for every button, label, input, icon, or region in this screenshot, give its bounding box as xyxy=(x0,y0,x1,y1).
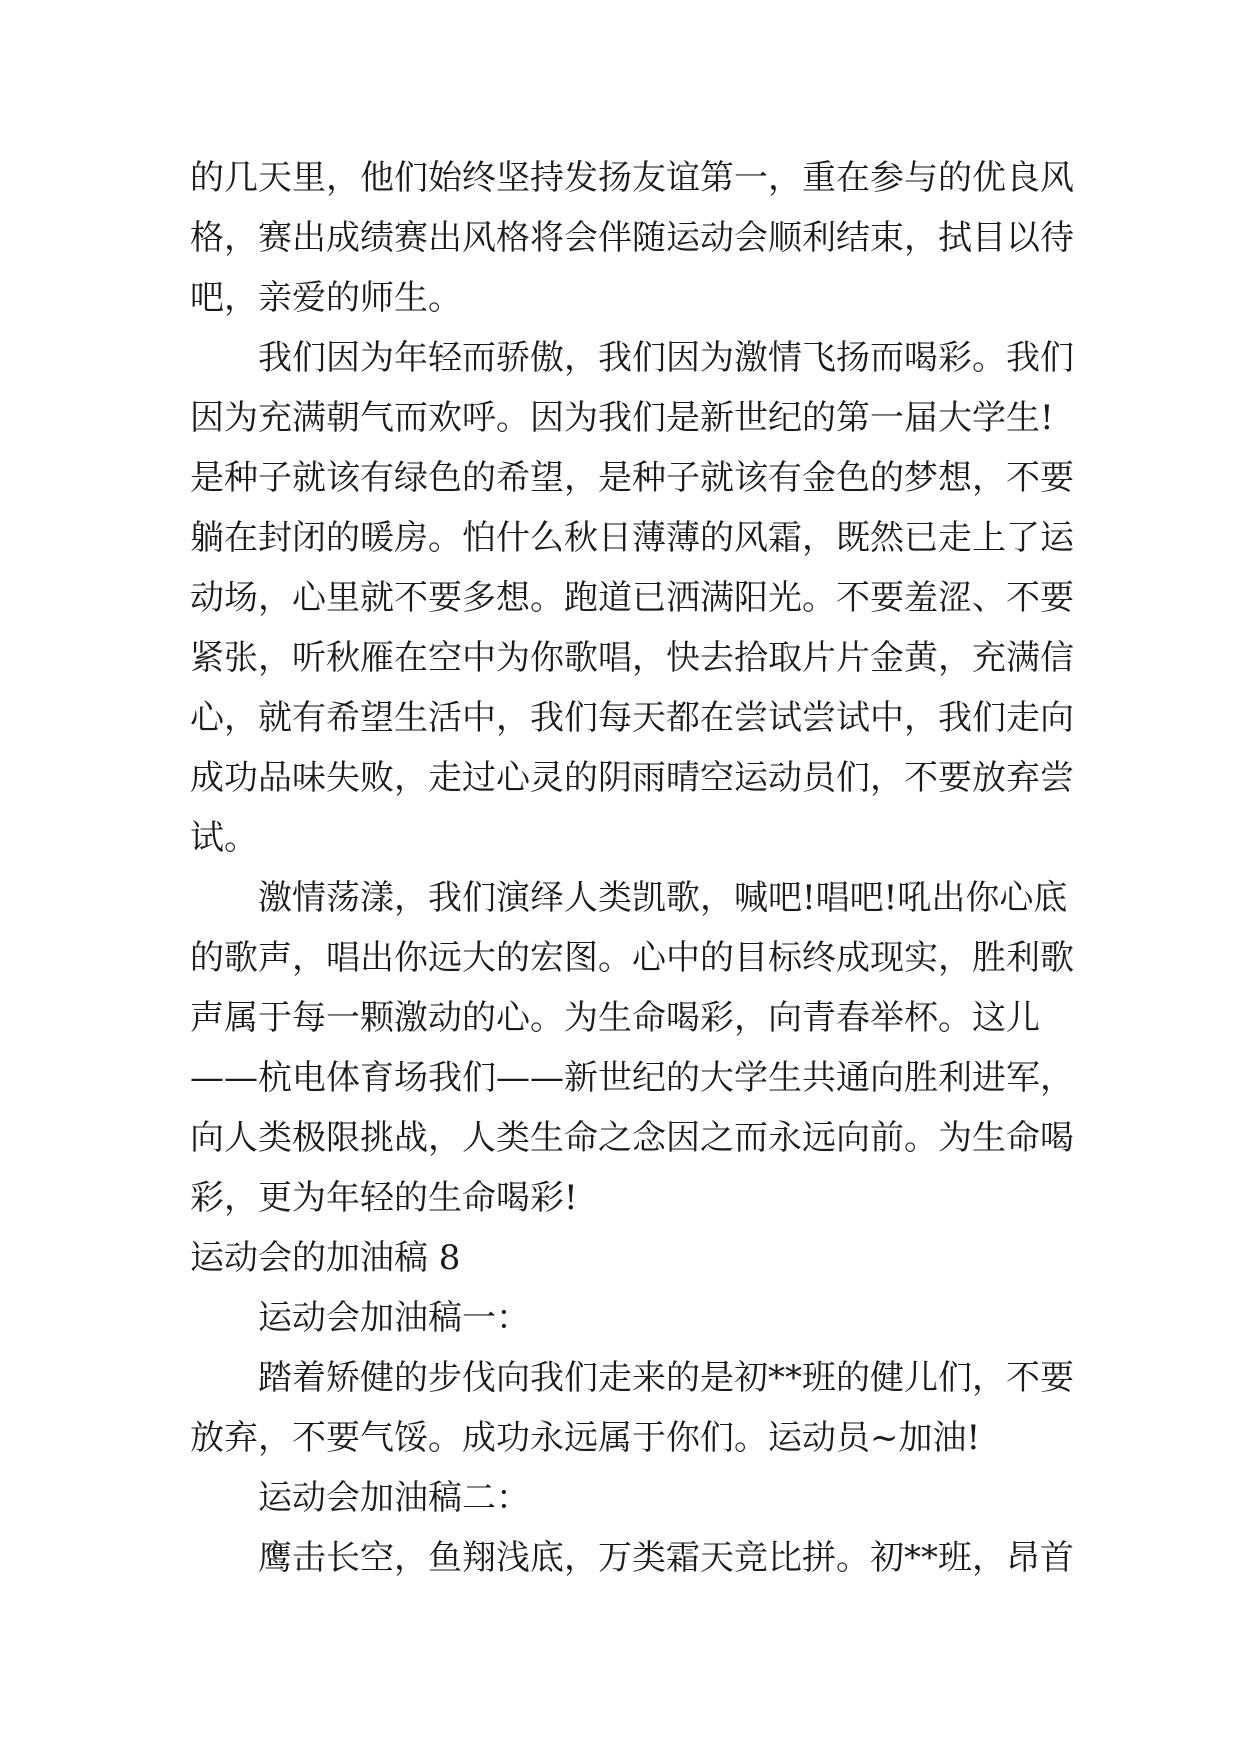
text-line: 鹰击长空，鱼翔浅底，万类霜天竞比拼。初**班，昂首 xyxy=(258,1538,1074,1578)
text-line: 彩，更为年轻的生命喝彩! xyxy=(190,1178,578,1218)
paragraph-2 xyxy=(190,328,1074,868)
document-body xyxy=(190,148,1074,1588)
text-line: 激情荡漾，我们演绎人类凯歌，喊吧!唱吧!吼出你心底 xyxy=(258,878,1068,918)
text-line: 踏着矫健的步伐向我们走来的是初**班的健儿们，不要 xyxy=(258,1358,1074,1398)
paragraph-1 xyxy=(190,148,1074,328)
text-line: 向人类极限挑战，人类生命之念因之而永远向前。为生命喝 xyxy=(190,1118,1074,1158)
text-line: 格，赛出成绩赛出风格将会伴随运动会顺利结束，拭目以待 xyxy=(190,218,1074,258)
paragraph-5 xyxy=(190,1528,1074,1588)
text-line: 吧，亲爱的师生。 xyxy=(190,278,462,318)
text-line: 是种子就该有绿色的希望，是种子就该有金色的梦想，不要 xyxy=(190,458,1074,498)
text-line: 我们因为年轻而骄傲，我们因为激情飞扬而喝彩。我们 xyxy=(258,338,1074,378)
text-line: 躺在封闭的暖房。怕什么秋日薄薄的风霜，既然已走上了运 xyxy=(190,518,1074,558)
text-line: 成功品味失败，走过心灵的阴雨晴空运动员们，不要放弃尝 xyxy=(190,758,1074,798)
text-line: 紧张，听秋雁在空中为你歌唱，快去拾取片片金黄，充满信 xyxy=(190,638,1074,678)
subtitle-2: 运动会加油稿二： xyxy=(258,1478,530,1518)
text-line: 的歌声，唱出你远大的宏图。心中的目标终成现实，胜利歌 xyxy=(190,938,1074,978)
text-line: 试。 xyxy=(190,818,258,858)
text-line: 心，就有希望生活中，我们每天都在尝试尝试中，我们走向 xyxy=(190,698,1074,738)
text-line: 放弃，不要气馁。成功永远属于你们。运动员~加油! xyxy=(190,1418,981,1458)
text-line: 的几天里，他们始终坚持发扬友谊第一，重在参与的优良风 xyxy=(190,158,1074,198)
text-line: 动场，心里就不要多想。跑道已洒满阳光。不要羞涩、不要 xyxy=(190,578,1074,618)
text-line: ——杭电体育场我们——新世纪的大学生共通向胜利进军， xyxy=(190,1058,1074,1098)
paragraph-4 xyxy=(190,1348,1074,1468)
text-line: 声属于每一颗激动的心。为生命喝彩，向青春举杯。这儿 xyxy=(190,998,1040,1038)
text-line: 因为充满朝气而欢呼。因为我们是新世纪的第一届大学生! xyxy=(190,398,1054,438)
paragraph-3 xyxy=(190,868,1074,1228)
section-title: 运动会的加油稿 8 xyxy=(190,1238,461,1278)
subtitle-1: 运动会加油稿一： xyxy=(258,1298,530,1338)
